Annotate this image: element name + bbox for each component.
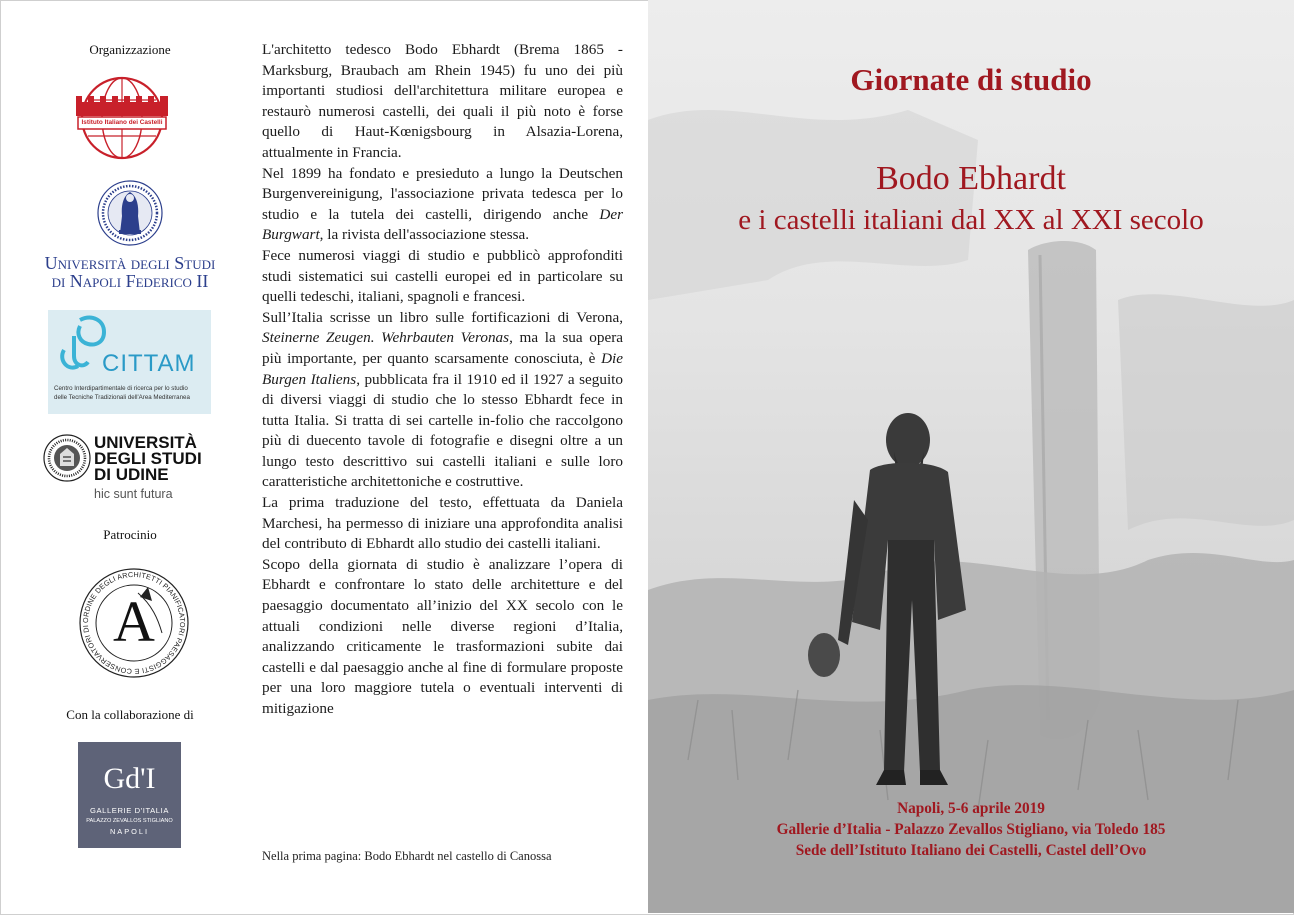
unina-line-1: Università degli Studi (44, 253, 216, 273)
book-title-verona: Steinerne Zeugen. Wehrbauten Veronas (262, 329, 510, 347)
uniud-motto: hic sunt futura (94, 487, 173, 501)
cover-heading: Giornate di studio (850, 62, 1092, 97)
uniud-line-2: DEGLI STUDI (94, 449, 202, 468)
paragraph-2-a: Nel 1899 ha fondato e presieduto a lungo la Deutschen Burgenvereinigung, l'associazione privata tedesca per lo studio e la tutela dei castelli, dirigendo anche (262, 164, 623, 223)
uniud-logo-text (94, 435, 202, 483)
unina-logo-text (30, 254, 230, 290)
uniud-line-3: DI UDINE (94, 465, 169, 484)
cover-panel (648, 0, 1294, 913)
event-date: Napoli, 5-6 aprile 2019 (897, 800, 1045, 817)
uniud-seal-icon (42, 432, 92, 484)
book-title-burgen: Die Burgen Italiens (262, 349, 623, 388)
paragraph-3: Fece numerosi viaggi di studio e pubblicò approfonditi studi sistematici sui castelli europei ed in particolare su quelli tedeschi, italiani, spagnoli e francesi. (262, 246, 623, 306)
paragraph-4-b: , ma la sua opera più importante, per quanto scarsamente conosciuta, è (262, 329, 623, 367)
unina-seal-icon (90, 178, 170, 248)
paragraph-4-a: Sull’Italia scrisse un libro sulle fortificazioni di Verona, (262, 308, 623, 326)
ordine-ring-text: ORDINE DEGLI ARCHITETTI PIANIFICATORI PAESAGGISTI E CONSERVATORI DI (80, 569, 188, 677)
patrocinio-label: Patrocinio (103, 527, 157, 542)
paragraph-2-b: , la rivista dell'associazione stessa. (319, 226, 530, 244)
gallerie-line-2: PALAZZO ZEVALLOS STIGLIANO (86, 818, 173, 824)
paragraph-1: L'architetto tedesco Bodo Ebhardt (Brema 1865 - Marksburg, Braubach am Rhein 1945) fu uno dei più importanti studiosi dell'architettura militare europea e restaurò numerosi castelli, dei quali il più noto è forse quello di Haut-Kœnigsbourg in Alsazia-Lorena, attualmente in Francia. (262, 41, 623, 161)
body-text (262, 40, 623, 720)
unina-line-2: di Napoli Federico II (51, 271, 209, 291)
cittam-logo (48, 310, 211, 414)
cittam-desc-1: Centro Interdipartimentale di ricerca per lo studio (54, 385, 188, 392)
photo-caption: Nella prima pagina: Bodo Ebhardt nel castello di Canossa (262, 849, 552, 863)
collaborazione-label: Con la collaborazione di (66, 707, 194, 722)
gallerie-mark: Gd'I (103, 762, 156, 795)
paragraph-2 (262, 164, 623, 246)
cittam-name: CITTAM (102, 350, 196, 377)
paragraph-5: La prima traduzione del testo, effettuata da Daniela Marchesi, ha permesso di iniziare una approfondita analisi del contributo di Ebhardt allo studio dei castelli italiani. (262, 494, 623, 553)
organizzazione-label: Organizzazione (89, 42, 171, 57)
ordine-architetti-logo (78, 567, 190, 679)
paragraph-4-c: , pubblicata fra il 1910 ed il 1927 a seguito di diversi viaggi di studio che lo stesso Ebhardt fece in tutta Italia. Si tratta di sei cartelle in-folio che raccolgono più di duecento tavole di fotografie e disegni oltre a un lungo testo descrittivo sui castelli italiani e sulle loro caratteristiche architettoniche e costruttive. (262, 370, 623, 491)
event-venue-1: Gallerie d’Italia - Palazzo Zevallos Stigliano, via Toledo 185 (776, 821, 1166, 838)
gallerie-line-1: GALLERIE D'ITALIA (89, 806, 170, 815)
uniud-line-1: UNIVERSITÀ (94, 433, 197, 452)
iic-logo-text: Istituto Italiano dei Castelli (81, 119, 163, 126)
cover-photo (648, 0, 1294, 913)
iic-logo (74, 72, 170, 162)
cover-title: Bodo Ebhardt (876, 160, 1066, 197)
paragraph-4 (262, 308, 623, 493)
sponsors-column (30, 0, 230, 915)
journal-title: Der Burgwart (262, 205, 623, 244)
cittam-desc-2: delle Tecniche Tradizionali dell'Area Mediterranea (54, 394, 190, 401)
paragraph-6: Scopo della giornata di studio è analizzare l’opera di Ebhardt e confrontare lo stato delle architetture e del paesaggio documentato all’inizio del XX secolo con le attuali condizioni nelle diverse regioni d’Italia, analizzando criticamente le trasformazioni subite dai castelli e dal paesaggio anche al fine di formulare proposte per una loro maggiore tutela o eventuali interventi di mitigazione (262, 555, 623, 717)
ordine-letter: A (113, 589, 155, 654)
gallerie-line-3: NAPOLI (109, 827, 150, 836)
gallerie-logo (78, 742, 181, 848)
cover-subtitle: e i castelli italiani dal XX al XXI secolo (738, 204, 1204, 236)
cittam-desc (54, 384, 206, 402)
event-venue-2: Sede dell’Istituto Italiano dei Castelli, Castel dell’Ovo (795, 842, 1147, 859)
